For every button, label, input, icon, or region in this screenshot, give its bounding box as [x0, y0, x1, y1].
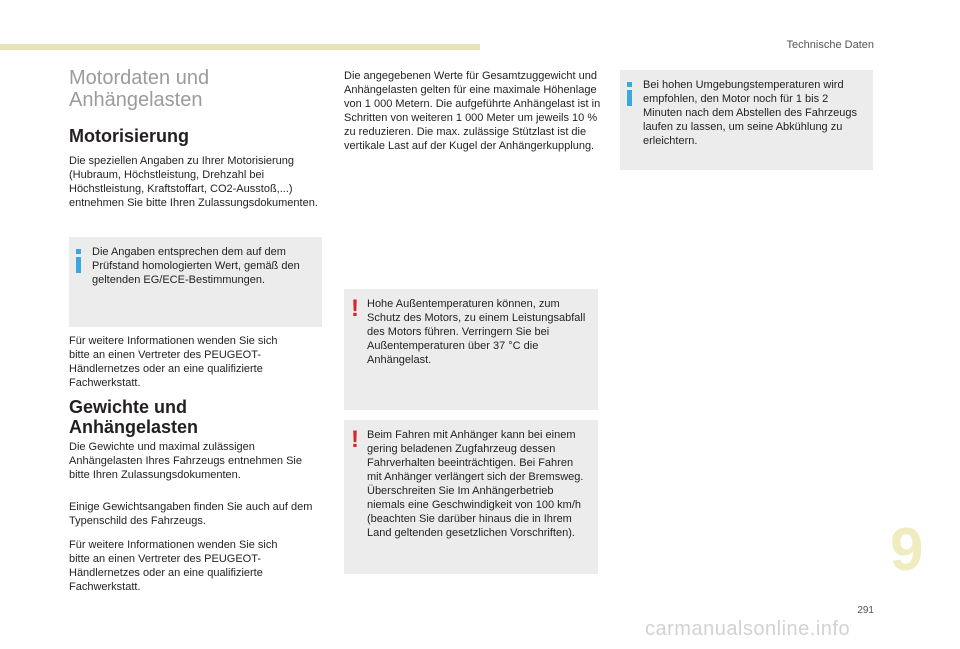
section-label: Technische Daten	[786, 39, 874, 51]
info-icon	[76, 249, 82, 273]
info-box-text: Bei hohen Umgebungstemperaturen wird empfohlen, den Motor noch für 1 bis 2 Minuten nach dem Abstellen des Fahrzeugs laufen zu lassen, um seine Abkühlung zu erleichtern.	[643, 79, 858, 147]
type-plate-text: Einige Gewichtsangaben finden Sie auch auf dem Typenschild des Fahrzeugs.	[69, 501, 313, 527]
header-accent-bar	[0, 44, 480, 50]
page-number: 291	[857, 605, 874, 616]
dealer-text: Für weitere Informationen wenden Sie sich bitte an einen Vertreter des PEUGEOT-Händlernetzes oder an eine qualifizierte Fachwerkstatt.	[69, 335, 278, 389]
page-title: Motordaten und Anhängelasten	[69, 67, 210, 111]
watermark: carmanualsonline.info	[645, 618, 851, 640]
altitude-text: Die angegebenen Werte für Gesamtzuggewicht und Anhängelasten gelten für eine maximale Höhenlage von 1 000 Metern. Die aufgeführte Anhängelast ist in Schritten von weiteren 1 000 Meter um jeweils 10 % zu reduzieren. Die max. zulässige Stützlast ist die vertikale Last auf der Kugel der Anhängerkupplung.	[344, 70, 601, 152]
info-box-homologation	[69, 237, 322, 327]
weights-text: Die Gewichte und maximal zulässigen Anhängelasten Ihres Fahrzeugs entnehmen Sie bitte Ihren Zulassungsdokumenten.	[69, 441, 302, 481]
warning-icon: !	[351, 295, 359, 322]
weights-heading: Gewichte und Anhängelasten	[69, 397, 199, 437]
warning-text: Beim Fahren mit Anhänger kann bei einem gering beladenen Zugfahrzeug dessen Fahrverhalten beeinträchtigen. Bei Fahren mit Anhänger verlängert sich der Bremsweg. Überschreiten Sie Im Anhängerbetrieb niemals eine Geschwindigkeit von 100 km/h (beachten Sie darüber hinaus die in Ihrem Land geltenden gesetzlichen Vorschriften).	[367, 429, 584, 539]
motorisierung-heading: Motorisierung	[69, 126, 189, 146]
motorisierung-text: Die speziellen Angaben zu Ihrer Motorisierung (Hubraum, Höchstleistung, Drehzahl bei Höchstleistung, Kraftstoffart, CO2-Ausstoß,...) entnehmen Sie bitte Ihren Zulassungsdokumenten.	[69, 155, 318, 209]
chapter-number: 9	[890, 516, 924, 583]
dealer-text: Für weitere Informationen wenden Sie sich bitte an einen Vertreter des PEUGEOT-Händlernetzes oder an eine qualifizierte Fachwerkstatt.	[69, 539, 278, 593]
warning-icon: !	[351, 426, 359, 453]
info-box-text: Die Angaben entsprechen dem auf dem Prüfstand homologierten Wert, gemäß den geltenden EG/ECE-Bestimmungen.	[92, 246, 300, 286]
warning-text: Hohe Außentemperaturen können, zum Schutz des Motors, zu einem Leistungsabfall des Motors führen. Verringern Sie bei Außentemperaturen über 37 °C die Anhängelast.	[367, 298, 586, 366]
warning-box-trailer	[344, 420, 598, 574]
info-box-cooling	[620, 70, 873, 170]
info-icon	[627, 82, 633, 106]
warning-box-temperature	[344, 289, 598, 410]
